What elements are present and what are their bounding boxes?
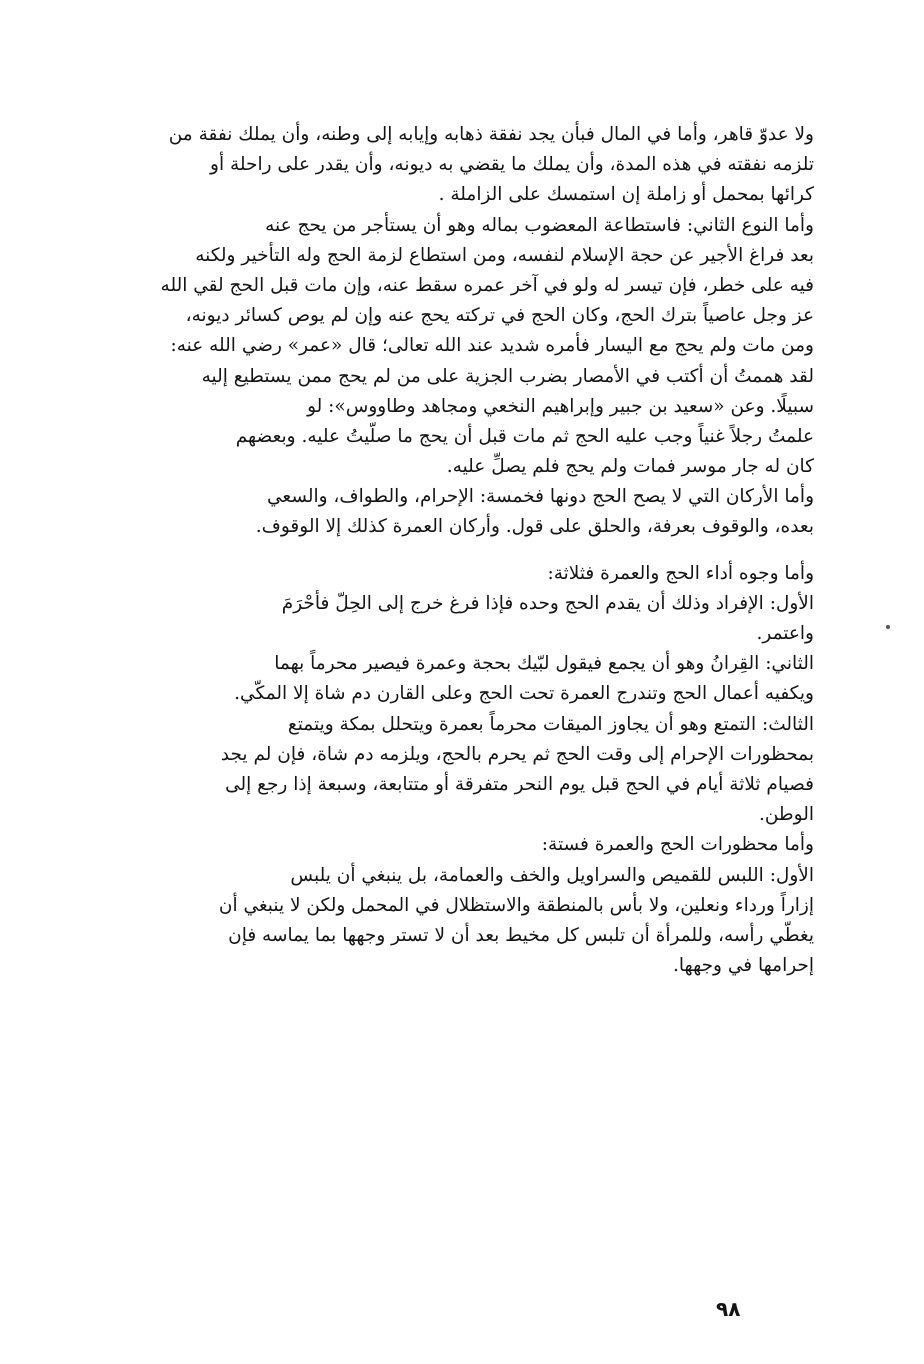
text-line: فيه على خطر، فإن تيسر له ولو في آخر عمره سقط عنه، وإن مات قبل الحج لقي الله (160, 274, 814, 296)
text-line: علمتُ رجلاً غنياً وجب عليه الحج ثم مات قبل أن يحج ما صلَّيتُ عليه. وبعضهم (235, 425, 814, 447)
text-line: وأما الأركان التي لا يصح الحج دونها فخمسة: الإحرام، والطواف، والسعي (266, 486, 814, 508)
text-line: عز وجل عاصياً بترك الحج، وكان الحج في تركته يحج عنه وإن لم يوص كسائر ديونه، (185, 305, 814, 327)
text-line: كان له جار موسر فمات ولم يحج فلم يصلِّ عليه. (446, 456, 814, 478)
text-line: وأما وجوه أداء الحج والعمرة فثلاثة: (547, 562, 814, 584)
text-line: وأما محظورات الحج والعمرة فستة: (541, 834, 814, 856)
text-line: الوطن. (758, 804, 814, 826)
body-text (96, 120, 814, 981)
text-line: بمحظورات الإحرام إلى وقت الحج ثم يحرم بالحج، ويلزمه دم شاة، فإن لم يجد (220, 743, 814, 765)
text-line: وأما النوع الثاني: فاستطاعة المعضوب بماله وهو أن يستأجر من يحج عنه (265, 214, 814, 236)
text-line: كرائها بمحمل أو زاملة إن استمسك على الزاملة . (438, 184, 814, 206)
text-line: لقد هممتُ أن أكتب في الأمصار بضرب الجزية على من لم يحج ممن يستطيع إليه (201, 365, 814, 387)
text-line: ومن مات ولم يحج مع اليسار فأمره شديد عند الله تعالى؛ قال «عمر» رضي الله عنه: (170, 335, 814, 357)
text-line: إزاراً ورداء ونعلين، ولا بأس بالمنطقة والاستظلال في المحمل ولكن لا ينبغي أن (218, 894, 814, 916)
text-line: إحرامها في وجهها. (673, 955, 814, 977)
text-line: فصيام ثلاثة أيام في الحج قبل يوم النحر متفرقة أو متتابعة، وسبعة إذا رجع إلى (225, 773, 814, 795)
text-line: ويكفيه أعمال الحج وتندرج العمرة تحت الحج وعلى القارن دم شاة إلا المكّي. (234, 683, 814, 705)
text-line: الأول: الإفراد وذلك أن يقدم الحج وحده فإذا فرغ خرج إلى الحِلّ فأحْرَمَ (281, 592, 814, 614)
text-line: يغطّي رأسه، وللمرأة أن تلبس كل مخيط بعد أن لا تستر وجهها بما يماسه فإن (228, 924, 814, 946)
text-line: بعد فراغ الأجير عن حجة الإسلام لنفسه، ومن استطاع لزمة الحج وله التأخير ولكنه (195, 244, 814, 266)
text-line: تلزمه نفقته في هذه المدة، وأن يملك ما يقضي به ديونه، وأن يقدر على راحلة أو (210, 154, 814, 176)
text-line: الثاني: القِرانُ وهو أن يجمع فيقول لبّيك بحجة وعمرة فيصير محرماً بهما (274, 653, 814, 675)
text-line: الأول: اللبس للقميص والسراويل والخف والعمامة، بل ينبغي أن يلبس (290, 864, 814, 886)
page-number: ٩٨ (716, 1297, 741, 1321)
text-line: بعده، والوقوف بعرفة، والحلق على قول. وأركان العمرة كذلك إلا الوقوف. (255, 516, 814, 538)
text-line: الثالث: التمتع وهو أن يجاوز الميقات محرماً بعمرة ويتحلل بمكة ويتمتع (287, 713, 814, 735)
scan-speck (886, 625, 890, 629)
text-line: سبيلًا. وعن «سعيد بن جبير وإبراهيم النخعي ومجاهد وطاووس»: لو (307, 395, 814, 417)
text-line: ولا عدوّ قاهر، وأما في المال فبأن يجد نفقة ذهابه وإيابه إلى وطنه، وأن يملك نفقة من (168, 124, 814, 145)
text-line: واعتمر. (756, 623, 814, 644)
